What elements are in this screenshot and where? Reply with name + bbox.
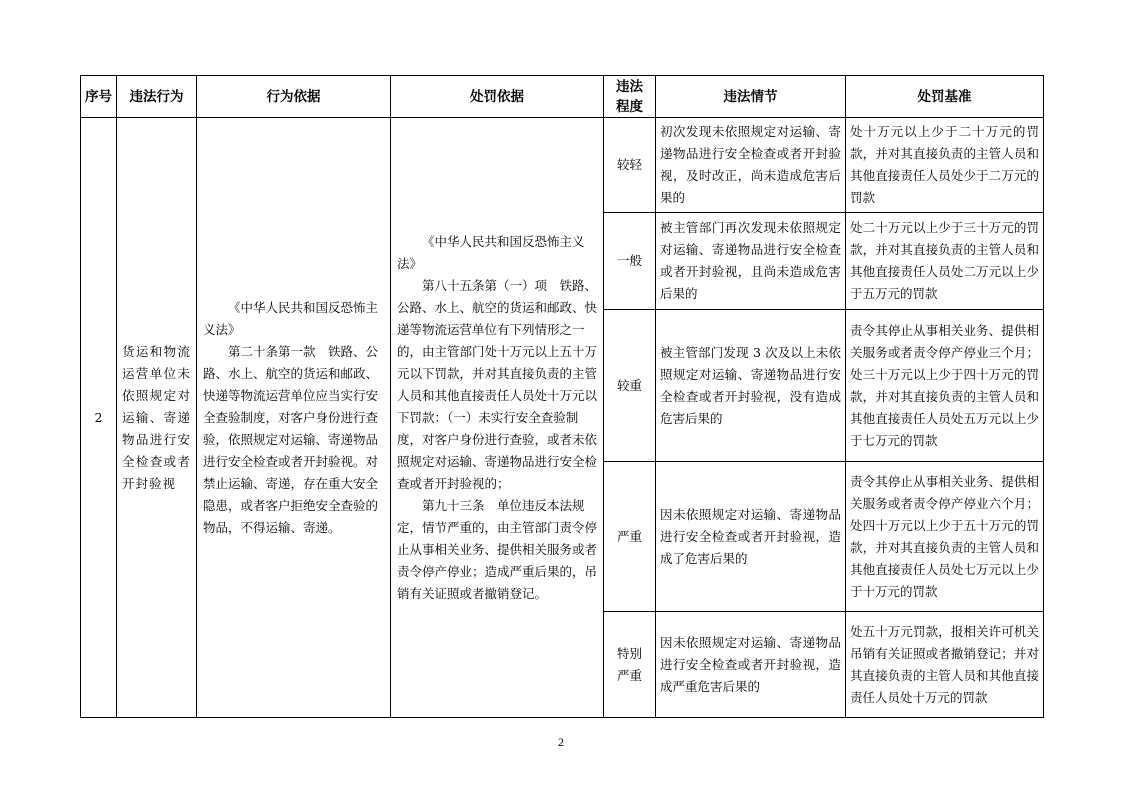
degree-cell: 较轻 (604, 118, 656, 213)
violation-act: 货运和物流运营单位未依照规定对运输、寄递物品进行安全检查或者开封验视 (117, 118, 197, 718)
degree-cell: 一般 (604, 213, 656, 310)
penalty-article-85: 第八十五条第（一）项 铁路、公路、水上、航空的货运和邮政、快递等物流运营单位有下列情形之一的，由主管部门处十万元以上五十万元以下罚款，并对其直接负责的主管人员和其他直接责任人员处十万元以下罚款：（一）未实行安全查验制度，对客户身份进行查验，或者未依照规定对运输、寄递物品进行安全检查或者开封验视的； (397, 277, 598, 491)
standard-cell: 责令其停止从事相关业务、提供相关服务或者责令停产停业三个月；处三十万元以上少于四十万元的罚款，并对其直接负责的主管人员和其他直接责任人员处五万元以上少于七万元的罚款 (846, 310, 1044, 462)
standard-cell: 处十万元以上少于二十万元的罚款，并对其直接负责的主管人员和其他直接责任人员处少于二万元的罚款 (846, 118, 1044, 213)
degree-cell: 较重 (604, 310, 656, 462)
degree-cell: 严重 (604, 462, 656, 612)
standard-cell: 责令其停止从事相关业务、提供相关服务或者责令停产停业六个月；处四十万元以上少于五十万元的罚款，并对其直接负责的主管人员和其他直接责任人员处七万元以上少于十万元的罚款 (846, 462, 1044, 612)
table-row (81, 118, 1044, 213)
circumstance-cell: 因未依照规定对运输、寄递物品进行安全检查或者开封验视，造成严重危害后果的 (656, 612, 846, 718)
circumstance-cell: 被主管部门发现 3 次及以上未依照规定对运输、寄递物品进行安全检查或者开封验视，没有造成危害后果的 (656, 310, 846, 462)
penalty-basis (391, 118, 604, 718)
header-degree: 违法程度 (604, 76, 656, 118)
circumstance-cell: 初次发现未依照规定对运输、寄递物品进行安全检查或者开封验视，及时改正，尚未造成危害后果的 (656, 118, 846, 213)
row-number: 2 (81, 118, 117, 718)
header-no: 序号 (81, 76, 117, 118)
header-penalty: 处罚依据 (391, 76, 604, 118)
penalty-article-93: 第九十三条 单位违反本法规定，情节严重的，由主管部门责令停止从事相关业务、提供相关服务或者责令停产停业；造成严重后果的，吊销有关证照或者撤销登记。 (397, 497, 598, 601)
page-number: 2 (558, 735, 564, 749)
penalty-standard-table (80, 75, 1044, 718)
degree-cell: 特别严重 (604, 612, 656, 718)
standard-cell: 处二十万元以上少于三十万元的罚款，并对其直接负责的主管人员和其他直接责任人员处二万元以上少于五万元的罚款 (846, 213, 1044, 310)
basis-title: 《中华人民共和国反恐怖主义法》 (203, 299, 379, 337)
header-act: 违法行为 (117, 76, 197, 118)
header-basis: 行为依据 (197, 76, 391, 118)
circumstance-cell: 被主管部门再次发现未依照规定对运输、寄递物品进行安全检查或者开封验视，且尚未造成危害后果的 (656, 213, 846, 310)
act-basis (197, 118, 391, 718)
header-standard: 处罚基准 (846, 76, 1044, 118)
standard-cell: 处五十万元罚款，报相关许可机关吊销有关证照或者撤销登记；并对其直接负责的主管人员和其他直接责任人员处十万元的罚款 (846, 612, 1044, 718)
circumstance-cell: 因未依照规定对运输、寄递物品进行安全检查或者开封验视，造成了危害后果的 (656, 462, 846, 612)
basis-text: 第二十条第一款 铁路、公路、水上、航空的货运和邮政、快递等物流运营单位应当实行安全查验制度，对客户身份进行查验，依照规定对运输、寄递物品进行安全检查或者开封验视。对禁止运输、寄递，存在重大安全隐患，或者客户拒绝安全查验的物品，不得运输、寄递。 (203, 343, 379, 535)
penalty-title: 《中华人民共和国反恐怖主义法》 (397, 233, 585, 271)
header-row (81, 76, 1044, 118)
header-circumstance: 违法情节 (656, 76, 846, 118)
